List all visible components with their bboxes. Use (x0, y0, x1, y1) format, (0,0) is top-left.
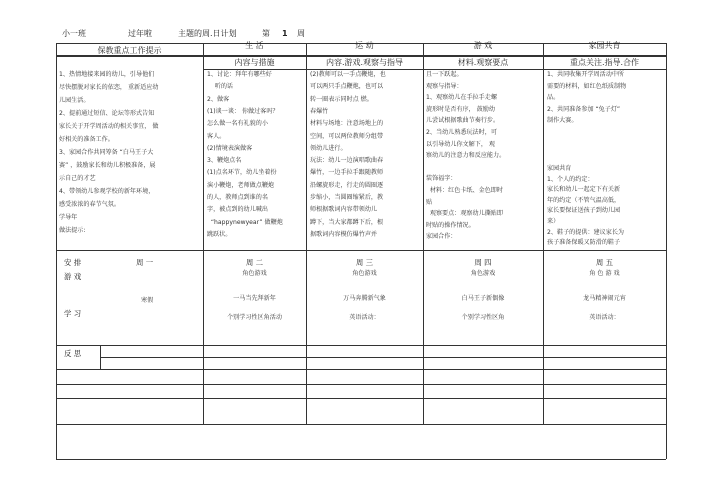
study-label: 学 习 (64, 309, 82, 318)
col4-line: 1、观察幼儿在手拉手走螺 (426, 94, 497, 102)
col2-line: “happynewyear” 做鞭炮 (207, 218, 283, 226)
day-monday: 周 一 (136, 258, 154, 267)
col4-line: 时贴的操作情况。 (426, 221, 475, 229)
day-game: 角色游戏 (242, 270, 267, 277)
col1-line: 3、家园合作共同筹备 “白马王子大 (59, 149, 154, 156)
col1-line: 赛” ，鼓励家长和幼儿积极准备，展 (59, 162, 156, 169)
col2-line: (2)情境表演做客 (207, 144, 253, 152)
col2-line: 听的话 (207, 83, 234, 91)
col2-line: 怎么做一名有礼貌的小 (207, 120, 268, 128)
col2-line: 客人。 (207, 132, 226, 140)
col3-line: 蹲下，当大家都蹲下后，根 (310, 218, 384, 226)
col1-line: 2、提前通过短信、论坛等形式告知 (59, 110, 155, 117)
header-sport: 运 动 (355, 41, 374, 50)
col5b-line: 年的约定（不管气温高低， (547, 196, 621, 204)
col1-line: 感受浓浓的春节气氛。 (59, 201, 120, 208)
col1-line: 示自己的才艺 (59, 175, 96, 182)
subheader-home: 重点关注.指导.合作 (569, 58, 640, 67)
col3-line: 步缩小，当圆圈缩紧后，教 (310, 194, 384, 201)
game-label: 游 戏 (64, 272, 82, 281)
col3-line: 春爆竹 (310, 107, 329, 115)
col5b-line: 2、鞋子的提供：建议家长为 (547, 228, 625, 236)
col4-line: 观察要点：观察幼儿撕贴即 (426, 210, 503, 218)
day-activity: 万马奔腾新气象 (343, 295, 386, 302)
header-life: 生 活 (245, 41, 264, 50)
col3-line: 玩法：幼儿一边演唱歌曲春 (310, 157, 384, 165)
col4-line: 以引导幼儿你文解下， 观 (426, 140, 495, 148)
day-activity: 白马王子新偶像 (461, 295, 505, 302)
day-game: 角 色 游 戏 (589, 270, 620, 277)
col5b-line: 家园共育 (547, 165, 572, 172)
col5b-line: 来） (547, 218, 560, 225)
col2-line: 演小鞭炮，老师做点鞭炮 (207, 181, 275, 189)
col4-line: 旋形时是否有序， 鼓励幼 (426, 105, 495, 113)
col5b-line: 1、个人的约定： (547, 175, 594, 183)
col1-line: 学导年 (59, 214, 78, 221)
col2-line: 1、讨论：拜年有哪些好 (207, 71, 272, 78)
day-learning: 英语活动： (589, 314, 620, 321)
col1-line: 1、热情地接来园的幼儿，引导他们 (59, 71, 155, 78)
col4-line: 察幼儿的注意力和反应能力。 (426, 152, 506, 160)
header-game: 游 戏 (473, 41, 493, 50)
week-number: 1 (282, 29, 288, 38)
schedule-label: 安 排 (64, 258, 82, 267)
col1-line: 儿园生活。 (59, 97, 90, 104)
theme-name: 过年啦 (128, 29, 152, 38)
col2-line: 字，被点到的幼儿喊出 (207, 206, 268, 214)
col2-line: 跳跃状。 (207, 230, 232, 238)
col5a-line: 1、共同收集开学周活动中所 (547, 71, 625, 78)
week-suffix: 周 (297, 29, 305, 38)
day-name: 周 五 (595, 258, 614, 267)
subheader-sport: 内容.游戏.观察与指导 (325, 58, 404, 67)
col5a-line: 品。 (547, 94, 560, 102)
col3-line: 空间，可以两位教师分组带 (310, 132, 384, 140)
col1-line: 做法提示: (59, 227, 86, 234)
col2-line: (1)谈一谈： 你做过客吗？ (207, 107, 279, 115)
col5a-line: 制作大赛。 (547, 117, 578, 125)
col4-line: 材料：红色卡纸、金色即时 (426, 187, 503, 194)
day-learning: 个别学习性区角 (461, 314, 505, 321)
plan-title: 主题的周.日计划 (178, 29, 237, 38)
day-game: 角色游戏 (352, 270, 377, 277)
col5b-line: 家长和幼儿一起定下有关新 (547, 186, 621, 194)
col4-line: 且一下跃起。 (426, 71, 463, 78)
day-activity: 龙马精神闹元宵 (583, 295, 626, 302)
col3-line: 材料与场地：注意场地上的 (310, 120, 384, 128)
col4-line: 家园合作： (426, 233, 457, 241)
day-game: 角色游戏 (470, 270, 496, 277)
class-name: 小一班 (62, 29, 86, 38)
day-activity: 一马当先拜新年 (233, 295, 276, 302)
col5a-line: 2、共同准备参加 “兔子灯” (547, 105, 621, 113)
day-name: 周 四 (474, 258, 492, 267)
header-work-tips: 保教重点工作提示 (97, 46, 162, 55)
col2-line: 3、鞭炮点名 (207, 157, 242, 165)
col4-line: 儿尝试根据歌曲节奏行步。 (426, 117, 500, 125)
col4-line: 2、当幼儿熟悉玩法时，可 (426, 129, 497, 136)
col3-line: 领幼儿进行。 (310, 144, 347, 152)
col3-line: 沿螺旋形走，行走的圆圈逐 (310, 181, 384, 189)
reflection-label: 反 思 (64, 349, 82, 358)
col5a-line: 需要的材料，如红色纸质制物 (547, 82, 627, 90)
header-home: 家园共育 (588, 41, 621, 50)
day-learning: 英语活动： (349, 314, 380, 321)
holiday-note: 寒假 (141, 297, 154, 304)
subheader-life: 内容与措施 (234, 58, 275, 67)
col4-line: 观察与指导： (426, 82, 463, 90)
col4-line: 装饰福字： (426, 175, 457, 183)
col4-line: 贴 (426, 198, 433, 206)
col2-line: (1)点名环节，幼儿坐着扮 (207, 169, 277, 177)
col3-line: 可以两只手点鞭炮，也可以 (310, 83, 384, 91)
col3-line: 据歌词内容模仿爆竹声并 (310, 230, 378, 238)
col5b-line: 家长要保证送孩子到幼儿园 (547, 207, 621, 215)
week-prefix: 第 (262, 29, 270, 38)
col1-line: 4、带领幼儿参观学校的新年环境， (59, 188, 155, 195)
col2-line: 的人，教师点到谁的名 (207, 194, 268, 201)
col2-line: 2、做客 (207, 95, 230, 103)
col3-line: (2)教师可以一手点鞭炮，也 (310, 71, 386, 78)
col3-line: 爆竹，一边手拉手跟随教师 (310, 169, 384, 177)
day-learning: 个别学习性区角活动 (227, 314, 282, 321)
col1-line: 家长关于开学周活动的相关事宜， 做 (59, 123, 159, 130)
col1-line: 尽快摆脱对家长的依恋， 重新适应幼 (59, 84, 159, 91)
col3-line: 转一圈表示同时点 燃。 (310, 95, 373, 103)
col3-line: 师根据歌词内容带领幼儿 (310, 206, 378, 214)
day-name: 周 二 (245, 258, 264, 267)
subheader-game: 材料.观察要点 (457, 58, 509, 67)
day-name: 周 三 (355, 258, 374, 267)
col5b-line: 孩子准备保暖又防滑的鞋子 (547, 239, 621, 247)
col1-line: 好相关的准备工作。 (59, 136, 114, 143)
